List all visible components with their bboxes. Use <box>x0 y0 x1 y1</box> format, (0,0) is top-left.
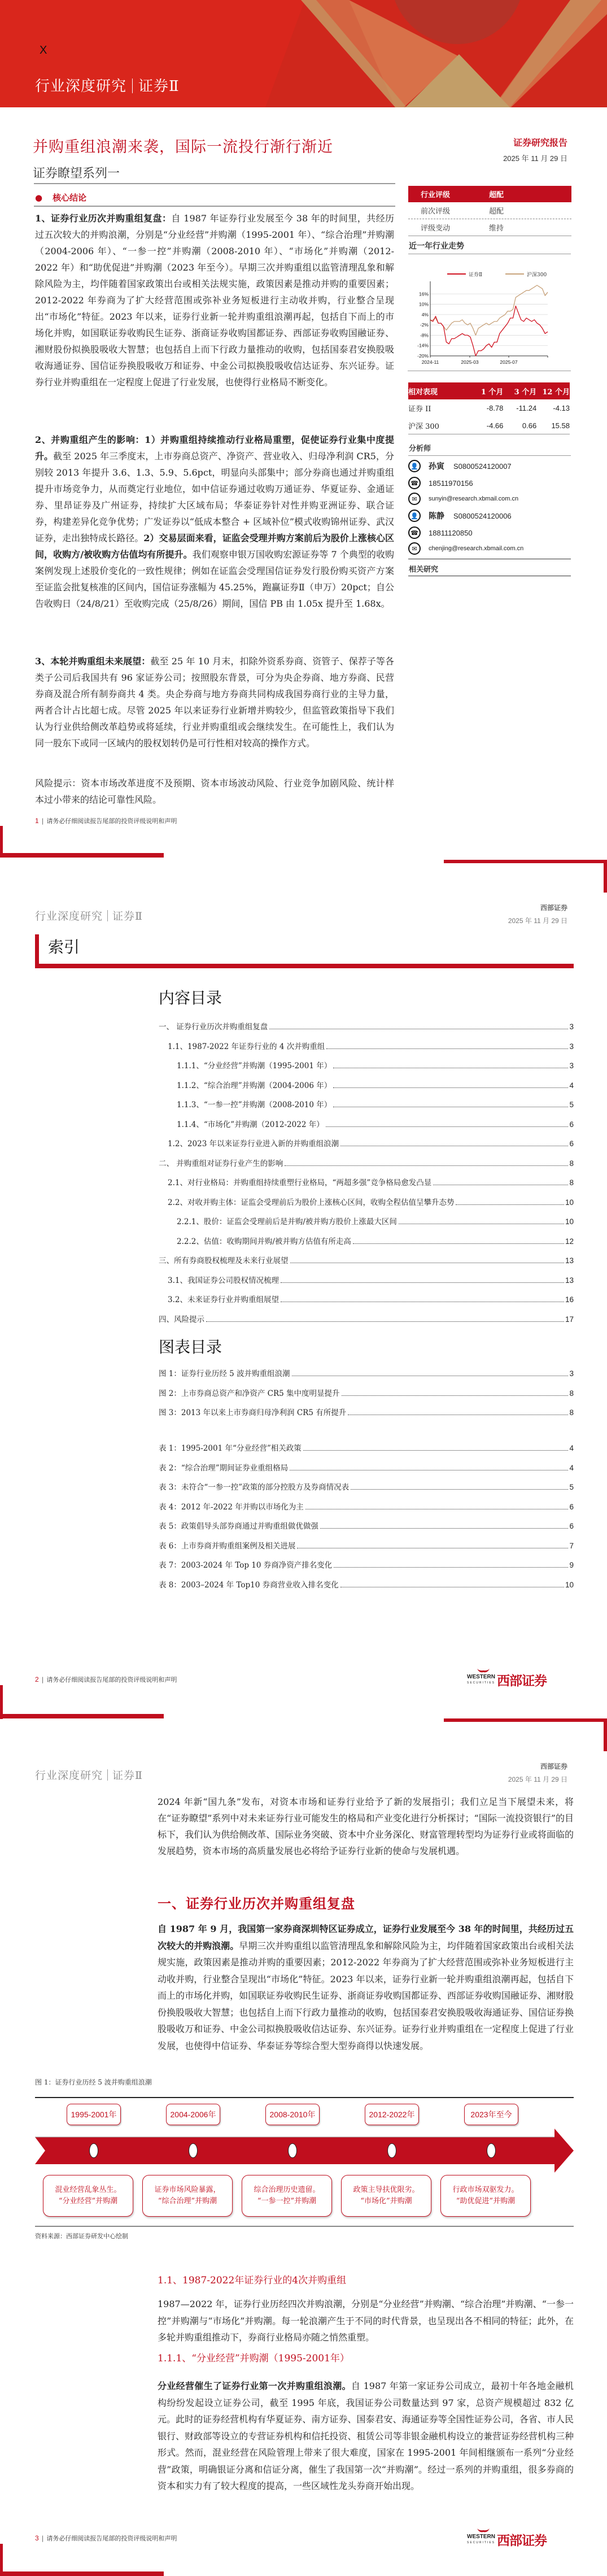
timeline-period: 2008-2010年 <box>265 2104 320 2125</box>
toc-entry-text: 1.1.4、“市场化”并购潮（2012-2022 年） <box>177 1120 324 1129</box>
section-1-text: 早期三次并购重组以监管清理乱象和解除风险为主，均伴随着国家政策出台或相关法规实施，政策因素是推动并购的重要因素；2012-2022 年券商为了扩大经营范围或弥补业务短板进行主动收并购，行业整合呈现出“市场化”特征。2023 年以来，证券行业新一轮并购重组浪潮再起，包括自下而上的市场化并购，如国联证券收购民生证券、浙商证券收购国都证券、西部证券收购国融证券、湘财股份换股吸收大智慧；也包括自上而下行政力量推动的收购，包括国泰君安换股吸收海通证券、国信证券换股吸收万和证券、中金公司拟换股吸收信达证券、东兴证券。证券行业并购重组在一定程度上促进了行业发展，也使得中信证券、华泰证券等综合型大型券商得以快速发展。 <box>158 1940 574 2051</box>
toc-page-number: 6 <box>569 1120 574 1129</box>
report-type: 行业深度研究 <box>35 78 127 95</box>
toc-entry[interactable] <box>159 1098 574 1118</box>
timeline-wave-name: “综合治理”并购潮 <box>158 2197 217 2205</box>
subsection-lead: 分业经营催生了证券行业第一次并购重组浪潮。 <box>158 2381 351 2391</box>
banner-mark: X <box>40 44 47 56</box>
rating-table <box>408 186 571 236</box>
toc-entry[interactable] <box>159 1520 574 1539</box>
divider: | <box>41 2535 44 2542</box>
toc-entry[interactable] <box>159 1578 574 1598</box>
report-date: 2025 年 11 月 29 日 <box>508 1776 567 1783</box>
disclaimer-note: 请务必仔细阅读报告尾部的投资评级说明和声明 <box>46 2535 177 2542</box>
toc-entry-text: 三、所有券商股权梳理及未来行业展望 <box>159 1256 289 1265</box>
analyst-1-phone-row <box>408 475 572 491</box>
industry-name: 证券Ⅱ <box>112 910 143 923</box>
logo-cn-text: 西部证券 <box>497 2534 547 2548</box>
analyst-name: 孙寅 <box>429 462 444 471</box>
bull-horns-icon <box>476 1668 491 1674</box>
core-label: 核心结论 <box>53 193 87 203</box>
timeline-node-icon <box>189 2143 198 2158</box>
doc-type: 证券研究报告 <box>513 137 567 148</box>
rating-row-label: 前次评级 <box>421 207 451 216</box>
toc-entry[interactable] <box>159 1367 574 1387</box>
toc-page-number: 4 <box>569 1463 574 1472</box>
toc-entry-text: 二、 并购重组对证券行业产生的影响 <box>159 1159 283 1168</box>
timeline-wave-name: “市场化”并购潮 <box>360 2197 412 2205</box>
toc-entry[interactable] <box>159 1040 574 1060</box>
performance-table <box>408 382 570 434</box>
timeline-wave-name: “助优促进”并购潮 <box>456 2197 516 2205</box>
chart-axes <box>430 281 548 356</box>
cell-value: -4.13 <box>553 404 570 412</box>
timeline-wave-name: “一参一控”并购潮 <box>257 2197 317 2205</box>
toc-page-number: 10 <box>565 1580 574 1589</box>
timeline-node-icon <box>487 2143 496 2158</box>
figure-source: 资料来源：西部证券研发中心绘制 <box>35 2233 128 2240</box>
analyst-1-email-row <box>408 490 572 507</box>
email-icon: ✉ <box>408 542 421 555</box>
company-name: 西部证券 <box>540 904 567 912</box>
page-header-left <box>35 1767 143 1782</box>
divider <box>408 455 571 456</box>
toc-entry-text: 3.1、我国证券公司股权情况梳理 <box>168 1276 279 1285</box>
legend-label-securities: 证券Ⅱ <box>469 272 483 278</box>
point-2-subheading: 2）交易层面来看，证监会受理并购方案前后为股价上涨核心区间，收购方/被收购方估值均有所提升。 <box>35 533 394 560</box>
row-name: 沪深 300 <box>408 422 439 431</box>
toc-entry[interactable] <box>159 1157 574 1177</box>
toc-page-number: 12 <box>565 1237 574 1246</box>
analyst-2-email-row <box>408 540 572 557</box>
page-number: 2 <box>35 1676 39 1683</box>
subsection-text: 自 1987 年第一家证券公司成立，最初十年各地金融机构纷纷发起设立证券公司，截至 1995 年底，我国证券公司数量达到 97 家，总资产规模超过 832 亿元。此时的证券经营机构有华夏证券、南方证券、国泰君安、海通证券等全国性证券公司，各省、市人民银行、财政部等设立的专营证券机构和信托投资、租赁公司等非银金融机构设立的兼营证券经营机构三种形式。然而，混业经营在风险管理上带来了很大难度，国家在 1995-2001 年间相继颁布一系列“分业经营”政策，明确银证分离和信证分离，催生了我国第一次“并购潮”。经过一系列的并购重组，很多券商的资本和实力有了较大程度的提高，一些区域性龙头券商开始出现。 <box>158 2381 574 2491</box>
report-type: 行业深度研究 <box>35 1769 103 1782</box>
toc-leader-dots <box>285 1165 568 1166</box>
toc-entry-text: 表 1：1995-2001 年“分业经营”相关政策 <box>159 1444 302 1453</box>
legend-label-csi300: 沪深300 <box>527 272 547 278</box>
toc-entry[interactable] <box>159 1079 574 1099</box>
figure-top-rule <box>35 2097 574 2098</box>
phone-icon: ☎ <box>408 477 421 489</box>
core-point-1 <box>35 210 394 390</box>
phone-icon: ☎ <box>408 526 421 539</box>
toc-leader-dots <box>320 1528 569 1529</box>
point-2-text-a: 截至 2025 年三季度末，上市券商总资产、净资产、营业收入、归母净利润 CR5，分别较 2013 年提升 3.6、1.3、5.9、5.6pct，明显向头部集中；部分券商也通过并购重组提升市场竞争力，从而奠定行业地位，如中信证券通过收购万通证券、华夏证券、金通证券、里昂证券及广州证券，持续扩大区域布局；华泰证券针对性并购亚洲证券、联合证券，构建差异化竞争优势；广发证券以“低成本整合 + 区域补位”模式收购锦州证券、武汉证券，走出独特成长路径。 <box>35 451 394 543</box>
toc-entry[interactable] <box>159 1442 574 1461</box>
toc-entry[interactable] <box>159 1176 574 1196</box>
toc-leader-dots <box>326 1048 568 1049</box>
x-tick-label: 2024-11 <box>421 359 439 365</box>
toc-page-number: 13 <box>565 1256 574 1265</box>
trend-chart-svg <box>408 261 571 374</box>
timeline-cause: 行政市场双驱发力。 <box>452 2186 519 2194</box>
timeline-description <box>43 2175 133 2217</box>
y-tick-label: -8% <box>420 332 429 338</box>
analyst-email[interactable]: chenjing@research.xbmail.com.cn <box>429 545 524 552</box>
performance-header-row <box>408 382 570 399</box>
logo-english <box>467 1674 495 1686</box>
corner-accent <box>0 1714 164 1718</box>
series-line-securities <box>430 306 548 356</box>
toc-entry[interactable] <box>159 1539 574 1559</box>
series-name: 证券瞭望系列一 <box>33 167 120 181</box>
timeline-node-icon <box>387 2143 396 2158</box>
toc-page-number: 6 <box>569 1139 574 1148</box>
logo-en-text: WESTERN <box>467 2533 495 2540</box>
toc-title: 内容目录 <box>159 989 222 1007</box>
y-tick-label: 4% <box>421 311 429 317</box>
corner-accent <box>0 826 3 857</box>
logo-en-sub: SECURITIES <box>467 1681 496 1685</box>
timeline-period: 2012-2022年 <box>365 2104 419 2125</box>
toc-page-number: 8 <box>569 1408 574 1417</box>
person-icon: 👤 <box>408 460 421 472</box>
section-1-lead: 自 1987 年 9 月，我国第一家券商深圳特区证券成立，证券行业发展至今 38 年的时间里，共经历过五次较大的并购浪潮。 <box>158 1924 574 1951</box>
cell-value: 0.66 <box>522 421 537 430</box>
divider <box>132 79 133 93</box>
row-name: 证券 II <box>408 405 431 414</box>
toc-page-number: 5 <box>569 1100 574 1109</box>
report-date: 2025 年 11 月 29 日 <box>508 917 567 925</box>
toc-entry[interactable] <box>159 1387 574 1407</box>
toc-list <box>159 1020 574 1332</box>
analyst-email[interactable]: sunyin@research.xbmail.com.cn <box>429 495 519 502</box>
toc-entry-text: 一、 证券行业历次并购重组复盘 <box>159 1022 268 1032</box>
toc-entry-text: 图 3：2013 年以来上市券商归母净利润 CR5 有所提升 <box>159 1408 347 1417</box>
disclaimer-note: 请务必仔细阅读报告尾部的投资评级说明和声明 <box>46 1676 177 1683</box>
y-tick-label: 10% <box>418 301 429 307</box>
intro-paragraph: 2024 年新“国九条”发布，对资本市场和证券行业给予了新的发展指引；我们立足当下展望未来，将在“证券瞭望”系列中对未来证券行业可能发生的格局和产业变化进行分析探讨；“国际一流投资银行”的目标下，我们认为供给侧改革、国际业务突破、资本中介业务深化、财富管理转型均为证券行业或将面临的发展趋势，资本市场的高质量发展也必将给予证券行业新的使命与发展机遇。 <box>158 1796 574 1856</box>
page-header-right <box>508 1761 567 1784</box>
subsection-1-1-title: 1.1、1987-2022年证券行业的4次并购重组 <box>158 2275 347 2286</box>
toc-leader-dots <box>281 1282 564 1283</box>
toc-page-number: 10 <box>565 1217 574 1226</box>
toc-entry-text: 表 2：“综合治理”期间证券业重组格局 <box>159 1463 289 1473</box>
timeline-node-icon <box>288 2143 297 2158</box>
divider <box>107 1769 108 1781</box>
corner-accent <box>0 853 164 858</box>
divider <box>107 910 108 921</box>
timeline-period: 1995-2001年 <box>67 2104 121 2125</box>
analyst-phone: 18811120850 <box>429 528 473 537</box>
toc-entry[interactable] <box>159 1235 574 1255</box>
timeline-description <box>440 2175 531 2217</box>
analyst-heading: 分析师 <box>409 445 431 453</box>
toc-page-number: 17 <box>565 1315 574 1324</box>
company-name: 西部证券 <box>540 1763 567 1770</box>
report-type: 行业深度研究 <box>35 910 103 923</box>
timeline-node-icon <box>89 2143 98 2158</box>
toc-entry-text: 1.1.2、“综合治理”并购潮（2004-2006 年） <box>177 1081 332 1090</box>
rating-label: 行业评级 <box>421 191 451 199</box>
western-securities-logo <box>467 1670 547 1689</box>
related-research-heading: 相关研究 <box>409 565 439 574</box>
toc-entry-text: 2.2.1、股价：证监会受理前后是并购/被并购方股价上涨最大区间 <box>177 1217 397 1226</box>
analyst-name: 陈静 <box>429 512 444 521</box>
rating-header-row <box>408 186 571 202</box>
point-1-text: 自 1987 年证券行业发展至今 38 年的时间里，共经历过五次较大的并购浪潮，分别是“分业经营”并购潮（1995-2001 年）、“综合治理”并购潮（2004-2006 年）、“一参一控”并购潮（2008-2010 年）、“市场化”并购潮（2012-2022 年）和“助优促进”并购潮（2023 年至今）。早期三次并购重组以监管清理乱象和解除风险为主，均伴随着国家政策出台或相关法规实施，政策因素是推动并购的重要因素；2012-2022 年券商为了扩大经营范围或弥补业务短板进行主动收并购，行业整合呈现出“市场化”特征。2023 年以来，证券行业新一轮并购重组浪潮再起，包括自下而上的市场化并购，如国联证券收购民生证券、浙商证券收购国都证券、西部证券收购国融证券、湘财股份拟换股吸收大智慧；也包括自上而下行政力量推动的收购，包括国泰君安换股吸收海通证券、国信证券换股吸收万和证券、中金公司拟换股吸收信达证券、东兴证券。证券行业并购重组在一定程度上促进了行业发展，也使得行业格局不断变化。 <box>35 213 394 388</box>
toc-entry-text: 表 3：未符合“一参一控”政策的部分控股方及券商情况表 <box>159 1483 350 1492</box>
analyst-cert: S0800524120007 <box>453 462 512 471</box>
toc-entry-text: 表 4：2012 年-2022 年并购以市场化为主 <box>159 1502 304 1512</box>
figure-1-caption: 图 1：证券行业历经 5 波并购重组浪潮 <box>35 2078 152 2086</box>
section-1-title: 一、证券行业历次并购重组复盘 <box>158 1895 355 1912</box>
timeline-cause: 混业经营乱象丛生。 <box>55 2186 121 2194</box>
point-2-heading: 2、并购重组产生的影响：1）并购重组持续推动行业格局重塑，促使证券行业集中度提升。 <box>35 434 394 462</box>
timeline-cause: 证券市场风险暴露， <box>154 2186 221 2194</box>
y-tick-label: -14% <box>417 342 429 349</box>
trend-chart <box>408 261 571 402</box>
index-title: 索引 <box>48 938 80 956</box>
header-cell: 1 个月 <box>481 388 504 397</box>
toc-entry-text: 1.2、2023 年以来证券行业进入新的并购重组浪潮 <box>168 1139 339 1148</box>
bullet-icon: ● <box>35 193 43 203</box>
cell-value: -11.24 <box>516 404 537 412</box>
header-cell: 12 个月 <box>542 388 570 397</box>
x-tick-label: 2025-03 <box>461 359 479 365</box>
header-cell: 相对表现 <box>408 388 438 397</box>
page-footer <box>35 816 177 825</box>
toc-page-number: 8 <box>569 1159 574 1168</box>
point-1-heading: 1、证券行业历次并购重组复盘： <box>35 213 172 224</box>
toc-entry-text: 表 5：政策倡导头部券商通过并购重组做优做强 <box>159 1522 318 1531</box>
toc-entry-text: 表 6：上市券商并购重组案例及相关进展 <box>159 1541 296 1551</box>
page-header-left <box>35 908 143 923</box>
toc-page-number: 4 <box>569 1444 574 1452</box>
toc-page-number: 9 <box>569 1561 574 1569</box>
merger-timeline <box>35 2101 574 2226</box>
toc-entry[interactable] <box>159 1274 574 1294</box>
toc-entry-text: 2.1、对行业格局：并购重组持续重塑行业格局，“两超多强”竞争格局愈发凸显 <box>168 1178 432 1187</box>
index-underline <box>35 964 574 968</box>
timeline-description <box>242 2175 332 2217</box>
toc-entry[interactable] <box>159 1020 574 1040</box>
chart-legend <box>447 271 547 278</box>
western-securities-logo <box>467 2530 547 2549</box>
cell-value: 15.58 <box>551 421 570 430</box>
rating-row <box>408 219 571 236</box>
disclaimer-note: 请务必仔细阅读报告尾部的投资评级说明和声明 <box>46 817 177 825</box>
report-title: 并购重组浪潮来袭，国际一流投行渐行渐近 <box>33 138 333 156</box>
point-3-text: 截至 25 年 10 月末，扣除外资系券商、资管子、保荐子等各类子公司后我国共有 96 家证券公司；按照股东背景，可分为央企券商、地方券商、民营券商及混合所有制券商共 4 类。央企券商与地方券商共同构成我国券商行业的主导力量，两者合计占比超七成。尽管 2025 年以来证券行业新增并购较少，但监管政策指导下我们认为行业供给侧改革趋势或将延续，行业并购重组或会继续发生。在可能性上，我们认为同一股东下或同一区域内的股权划转仍是可行性相对较高的操作方式。 <box>35 656 394 749</box>
cover-banner <box>0 0 607 107</box>
core-point-3 <box>35 653 394 751</box>
performance-row <box>408 417 570 434</box>
toc-entry-text: 1.1.3、“一参一控”并购潮（2008-2010 年） <box>177 1100 332 1109</box>
timeline-period: 2004-2006年 <box>166 2104 220 2125</box>
divider: | <box>41 1676 44 1683</box>
toc-entry[interactable] <box>159 1313 574 1333</box>
toc-page-number: 7 <box>569 1541 574 1550</box>
risk-warning: 风险提示：资本市场改革进度不及预期、资本市场波动风险、行业竞争加剧风险、统计样本过小带来的结论可靠性风险。 <box>35 778 394 805</box>
toc-entry-text: 3.2、未来证券行业并购重组展望 <box>168 1295 279 1304</box>
divider <box>34 183 395 184</box>
corner-accent <box>604 860 607 893</box>
x-tick-label: 2025-07 <box>500 359 518 365</box>
page-footer <box>35 1675 177 1684</box>
logo-english <box>467 2534 495 2545</box>
toc-page-number: 3 <box>569 1369 574 1378</box>
performance-row <box>408 399 570 417</box>
banner-title <box>35 75 180 95</box>
analyst-2-name-row <box>408 507 572 524</box>
toc-page-number: 10 <box>565 1198 574 1207</box>
toc-leader-dots <box>351 1489 568 1490</box>
toc-entry[interactable] <box>159 1293 574 1313</box>
subsection-1-1-paragraph: 1987—2022 年，证券行业历经四次并购浪潮，分别是“分业经营”并购潮、“综合治理”并购潮、“一参一控”并购潮与“市场化”并购潮。每一轮浪潮产生于不同的时代背景，也呈现出各不相同的特征；此外，在多轮并购重组推动下，券商行业格局亦随之悄然重塑。 <box>158 2299 574 2343</box>
analyst-1-name-row <box>408 458 572 475</box>
page-header-right <box>508 903 567 925</box>
trend-title: 近一年行业走势 <box>409 242 464 251</box>
toc-leader-dots <box>353 1243 564 1244</box>
toc-entry-text: 2.2.2、估值：收购期间并购/被并购方估值有所走高 <box>177 1237 351 1246</box>
toc-leader-dots <box>303 1450 569 1451</box>
toc-page-number: 3 <box>569 1042 574 1051</box>
toc-entry-text: 2.2、对收并购主体：证监会受理前后为股价上涨核心区间，收购全程估值呈攀升态势 <box>168 1198 455 1207</box>
toc-entry[interactable] <box>159 1481 574 1500</box>
report-date: 2025 年 11 月 29 日 <box>503 154 567 163</box>
timeline-description <box>341 2175 431 2217</box>
toc-entry-text: 图 2：上市券商总资产和净资产 CR5 集中度明显提升 <box>159 1389 340 1398</box>
toc-entry[interactable] <box>159 1059 574 1079</box>
toc-leader-dots <box>333 1087 568 1088</box>
toc-page-number: 3 <box>569 1061 574 1070</box>
header-cell: 3 个月 <box>514 388 537 397</box>
corner-accent <box>604 1718 607 1751</box>
timeline-cause: 政策主导扶优限劣。 <box>353 2186 420 2194</box>
rating-row-label: 评级变动 <box>421 224 451 233</box>
timeline-cause: 综合治理历史遗留。 <box>254 2186 320 2194</box>
core-point-2 <box>35 432 394 612</box>
cell-value: -8.78 <box>486 404 504 412</box>
y-tick-label: 16% <box>418 291 429 297</box>
rating-row-value: 维持 <box>489 224 504 233</box>
figure-toc-title: 图表目录 <box>159 1338 222 1356</box>
industry-name: 证券Ⅱ <box>138 78 180 95</box>
toc-leader-dots <box>342 1395 569 1396</box>
toc-page-number: 6 <box>569 1522 574 1530</box>
rating-row <box>408 202 571 219</box>
toc-entry[interactable] <box>159 1406 574 1426</box>
toc-page-number: 4 <box>569 1081 574 1090</box>
toc-entry-text: 1.1.1、“分业经营”并购潮（1995-2001 年） <box>177 1061 332 1071</box>
table-toc-list <box>159 1442 574 1598</box>
logo-en-text: WESTERN <box>467 1673 495 1680</box>
subsection-1-1-1-paragraph <box>158 2378 574 2495</box>
toc-leader-dots <box>456 1204 564 1205</box>
toc-page-number: 5 <box>569 1483 574 1491</box>
analyst-cert: S0800524120006 <box>453 511 512 520</box>
toc-page-number: 6 <box>569 1502 574 1511</box>
email-icon: ✉ <box>408 493 421 505</box>
toc-entry[interactable] <box>159 1118 574 1138</box>
timeline-wave-name: “分业经营”并购潮 <box>58 2197 118 2205</box>
toc-entry-text: 图 1：证券行业历经 5 波并购重组浪潮 <box>159 1369 290 1378</box>
toc-entry[interactable] <box>159 1196 574 1216</box>
subsection-1-1-1-title: 1.1.1、“分业经营”并购潮（1995-2001年） <box>158 2353 350 2364</box>
point-3-heading: 3、本轮并购重组未来展望： <box>35 656 151 667</box>
series-line-csi300 <box>430 285 548 335</box>
page-footer <box>35 2534 177 2543</box>
y-tick-label: -2% <box>420 322 429 328</box>
toc-entry[interactable] <box>159 1500 574 1520</box>
section-1-paragraph <box>158 1921 574 2054</box>
divider: | <box>41 817 44 825</box>
toc-leader-dots <box>334 1567 568 1568</box>
point-2-text-b: 我们观察申银万国收购宏源证券等 7 个典型的收购案例发现上述股价变化的一致性规律；例如在证监会受理国信证券发行股份购买资产方案至证监会批复核准的区间内，国信证券涨幅为 45.25%，跑赢证券Ⅱ（申万）20pct；自公告收购日（24/8/21）至收购完成（25/8/26）期间，国信 PB 由 1.05x 提升至 1.68x。 <box>35 549 394 609</box>
toc-page-number: 3 <box>569 1022 574 1031</box>
logo-en-sub: SECURITIES <box>467 2540 496 2544</box>
figure-bottom-rule <box>35 2226 574 2227</box>
bull-horns-icon <box>476 2527 491 2534</box>
cell-value: -4.66 <box>486 421 504 430</box>
toc-entry-text: 四、风险提示 <box>159 1315 204 1324</box>
y-tick-label: -20% <box>417 353 429 359</box>
toc-entry[interactable] <box>159 1559 574 1578</box>
toc-leader-dots <box>326 1126 569 1127</box>
toc-entry[interactable] <box>159 1137 574 1157</box>
index-accent-bar <box>35 934 39 968</box>
analyst-phone: 18511970156 <box>429 478 473 488</box>
divider <box>34 206 395 207</box>
toc-entry[interactable] <box>159 1254 574 1274</box>
industry-name: 证券Ⅱ <box>112 1769 143 1782</box>
page-number: 3 <box>35 2534 39 2542</box>
core-conclusion-heading <box>35 192 86 203</box>
toc-page-number: 8 <box>569 1389 574 1398</box>
timeline-description <box>142 2175 233 2217</box>
corner-accent <box>0 2571 164 2576</box>
logo-cn-text: 西部证券 <box>497 1674 547 1689</box>
toc-entry[interactable] <box>159 1461 574 1481</box>
toc-page-number: 16 <box>565 1295 574 1304</box>
person-icon: 👤 <box>408 510 421 522</box>
toc-page-number: 8 <box>569 1178 574 1187</box>
toc-leader-dots <box>206 1321 564 1322</box>
analyst-2-phone-row <box>408 524 572 541</box>
corner-accent <box>444 860 607 863</box>
rating-value: 超配 <box>489 191 504 199</box>
timeline-period: 2023年至今 <box>464 2104 518 2125</box>
figure-toc-list <box>159 1367 574 1426</box>
rating-row-value: 超配 <box>489 207 504 216</box>
toc-entry[interactable] <box>159 1215 574 1235</box>
toc-entry-text: 表 7：2003-2024 年 Top 10 券商净资产排名变化 <box>159 1561 333 1570</box>
page-number: 1 <box>35 817 39 825</box>
toc-entry-text: 1.1、1987-2022 年证券行业的 4 次并购重组 <box>168 1042 325 1051</box>
toc-entry-text: 表 8：2003–2024 年 Top10 券商营业收入排名变化 <box>159 1580 339 1590</box>
corner-accent <box>444 1718 607 1722</box>
toc-page-number: 13 <box>565 1276 574 1285</box>
